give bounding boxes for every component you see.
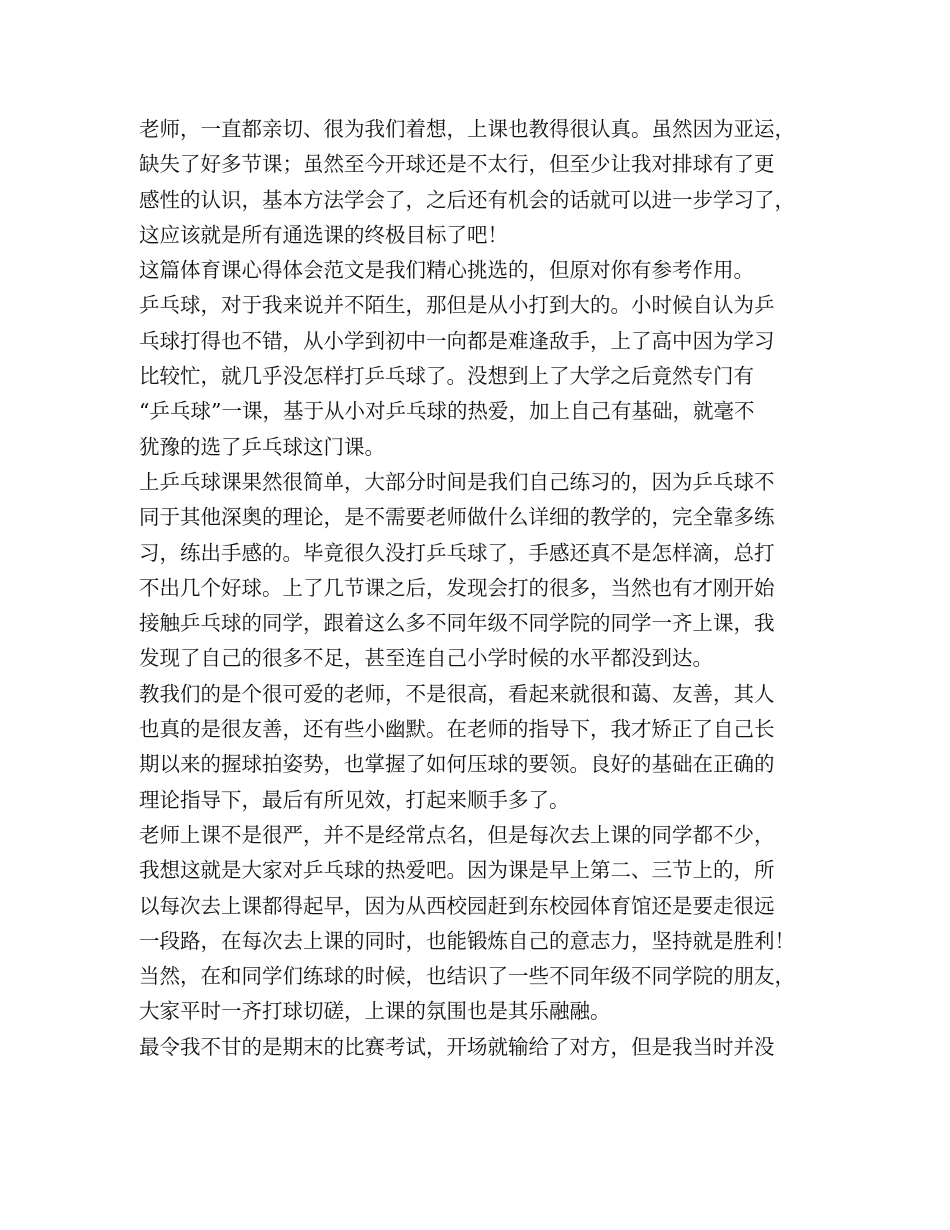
text-line: 大家平时一齐打球切磋，上课的氛围也是其乐融融。 [139, 999, 611, 1024]
text-line: 比较忙，就几乎没怎样打乒乓球了。没想到上了大学之后竟然专门有 [139, 364, 754, 389]
document-body [139, 112, 839, 1065]
text-line: 习，练出手感的。毕竟很久没打乒乓球了，手感还真不是怎样滴，总打 [139, 540, 775, 565]
text-line: 老师，一直都亲切、很为我们着想，上课也教得很认真。虽然因为亚运， [139, 117, 795, 141]
text-line: 发现了自己的很多不足，甚至连自己小学时候的水平都没到达。 [139, 646, 713, 671]
text-line: 理论指导下，最后有所见效，打起来顺手多了。 [139, 787, 570, 812]
text-line: 期以来的握球拍姿势，也掌握了如何压球的要领。良好的基础在正确的 [139, 752, 775, 777]
text-line: “乒乓球”一课，基于从小对乒乓球的热爱，加上自己有基础，就毫不 [139, 399, 755, 424]
text-line: 一段路，在每次去上课的同时，也能锻炼自己的意志力，坚持就是胜利！ [139, 928, 795, 953]
text-line: 接触乒乓球的同学，跟着这么多不同年级不同学院的同学一齐上课，我 [139, 611, 775, 636]
text-line: 当然，在和同学们练球的时候，也结识了一些不同年级不同学院的朋友， [139, 964, 795, 989]
text-line: 犹豫的选了乒乓球这门课。 [139, 434, 385, 459]
text-line: 缺失了好多节课；虽然至今开球还是不太行，但至少让我对排球有了更 [139, 152, 775, 177]
text-line: 乒乓球，对于我来说并不陌生，那但是从小打到大的。小时候自认为乒 [139, 293, 775, 318]
text-line: 感性的认识，基本方法学会了，之后还有机会的话就可以进一步学习了， [139, 187, 795, 212]
text-line: 不出几个好球。上了几节课之后，发现会打的很多，当然也有才刚开始 [139, 575, 775, 600]
text-line: 这篇体育课心得体会范文是我们精心挑选的，但原对你有参考作用。 [139, 258, 754, 283]
text-line: 教我们的是个很可爱的老师，不是很高，看起来就很和蔼、友善，其人 [139, 681, 775, 706]
text-line: 以每次去上课都得起早，因为从西校园赶到东校园体育馆还是要走很远 [139, 893, 775, 918]
text-line: 上乒乓球课果然很简单，大部分时间是我们自己练习的，因为乒乓球不 [139, 469, 775, 494]
text-line: 乓球打得也不错，从小学到初中一向都是难逢敌手，上了高中因为学习 [139, 328, 775, 353]
text-line: 最令我不甘的是期末的比赛考试，开场就输给了对方，但是我当时并没 [139, 1034, 775, 1059]
text-line: 老师上课不是很严，并不是经常点名，但是每次去上课的同学都不少， [139, 822, 775, 847]
text-line: 也真的是很友善，还有些小幽默。在老师的指导下，我才矫正了自己长 [139, 717, 775, 742]
text-line: 同于其他深奥的理论，是不需要老师做什么详细的教学的，完全靠多练 [139, 505, 775, 530]
text-line: 这应该就是所有通选课的终极目标了吧！ [139, 222, 508, 247]
text-line: 我想这就是大家对乒乓球的热爱吧。因为课是早上第二、三节上的，所 [139, 858, 775, 883]
